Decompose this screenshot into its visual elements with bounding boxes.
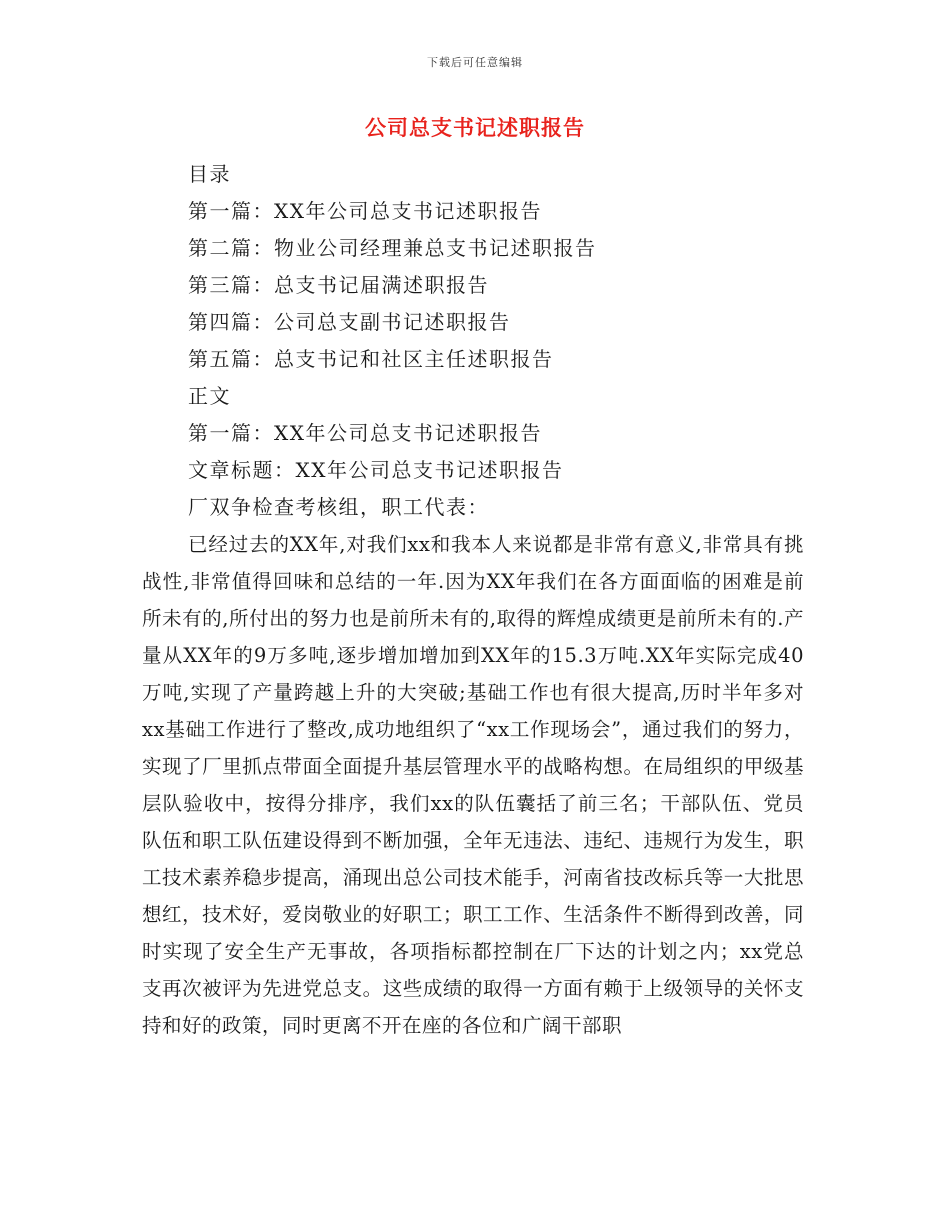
toc-item: 第四篇：公司总支副书记述职报告 [188, 310, 511, 334]
section-title: 第一篇：XX年公司总支书记述职报告 [188, 421, 542, 445]
document-title: 公司总支书记述职报告 [365, 115, 585, 140]
table-of-contents [188, 156, 828, 526]
toc-item: 第五篇：总支书记和社区主任述职报告 [188, 347, 554, 371]
body-paragraph: 已经过去的XX年,对我们xx和我本人来说都是非常有意义,非常具有挑战性,非常值得回味和总结的一年.因为XX年我们在各方面面临的困难是前所未有的,所付出的努力也是前所未有的,取得的辉煌成绩更是前所未有的.产量从XX年的9万多吨,逐步增加增加到XX年的15.3万吨.XX年实际完成40万吨,实现了产量跨越上升的大突破;基础工作也有很大提高,历时半年多对xx基础工作进行了整改,成功地组织了“xx工作现场会”，通过我们的努力，实现了厂里抓点带面全面提升基层管理水平的战略构想。在局组织的甲级基层队验收中，按得分排序，我们xx的队伍囊括了前三名；干部队伍、党员队伍和职工队伍建设得到不断加强，全年无违法、违纪、违规行为发生，职工技术素养稳步提高，涌现出总公司技术能手，河南省技改标兵等一大批思想红，技术好，爱岗敬业的好职工；职工工作、生活条件不断得到改善，同时实现了安全生产无事故，各项指标都控制在厂下达的计划之内；xx党总支再次被评为先进党总支。这些成绩的取得一方面有赖于上级领导的关怀支持和好的政策，同时更离不开在座的各位和广阔干部职 [142, 533, 804, 1037]
page-header-note: 下载后可任意编辑 [427, 56, 523, 69]
toc-item: 第二篇：物业公司经理兼总支书记述职报告 [188, 236, 597, 260]
salutation: 厂双争检查考核组，职工代表： [188, 495, 489, 519]
document-body [142, 526, 804, 1044]
article-title: 文章标题：XX年公司总支书记述职报告 [188, 458, 564, 482]
toc-item: 第一篇：XX年公司总支书记述职报告 [188, 199, 542, 223]
toc-heading: 目录 [188, 162, 231, 186]
body-heading: 正文 [188, 384, 231, 408]
toc-item: 第三篇：总支书记届满述职报告 [188, 273, 489, 297]
